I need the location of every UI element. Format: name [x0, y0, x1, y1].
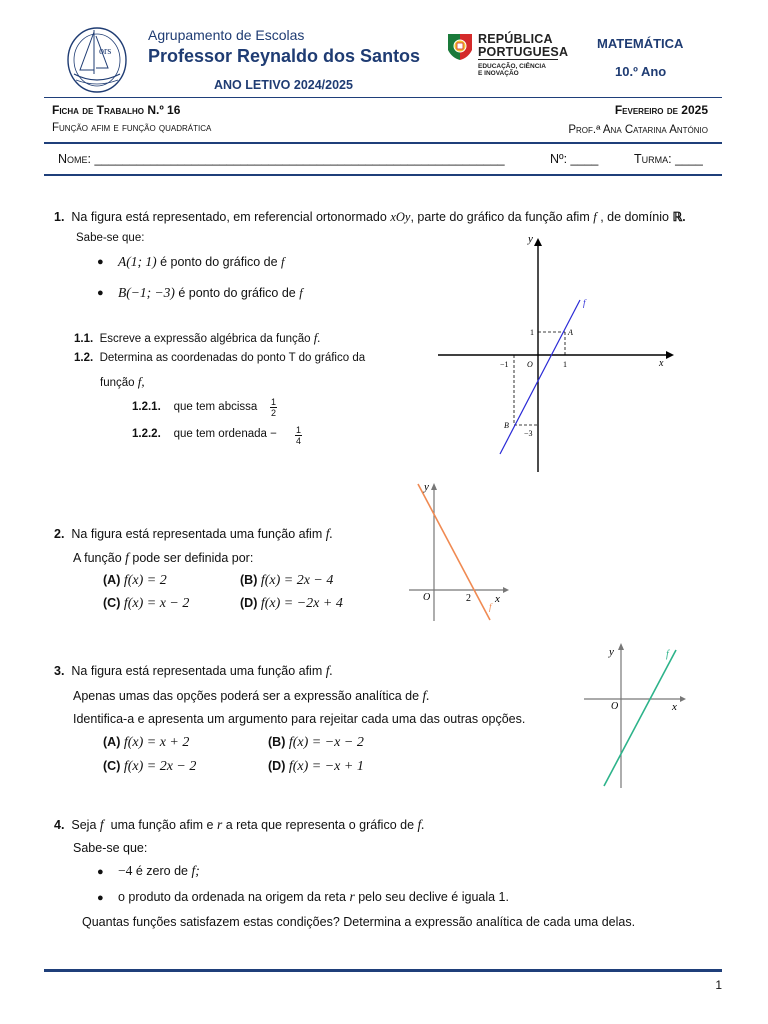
q1-point-b: B(−1; −3)	[118, 285, 175, 300]
q1-tick-m1: −1	[500, 360, 509, 369]
q2-option-a-expr: f(x) = 2	[123, 573, 167, 588]
q2-option-c-label: (C)	[103, 596, 121, 610]
q2-f2: f	[125, 550, 129, 565]
q2-text2b: pode ser definida por:	[132, 551, 254, 565]
q1-2-1-text: que tem abcissa	[173, 401, 258, 413]
q4-b1	[118, 863, 200, 879]
q3-text3: Identifica-a e apresenta um argumento para rejeitar cada uma das outras opções.	[73, 712, 526, 726]
q4-bullet-1: ●	[97, 866, 104, 878]
q1-2-1-den: 2	[271, 408, 277, 418]
q4-b2-text2: pelo seu declive é iguala 1.	[358, 890, 509, 904]
q4-b2	[118, 889, 509, 905]
q4-t3: a reta que representa o gráfico de	[225, 818, 415, 832]
q1-2-1-num: 1	[271, 397, 277, 407]
q1-2-text: Determina as coordenadas do ponto T do gráfico da	[99, 352, 366, 364]
q4-f2: f.	[417, 817, 425, 832]
q1-label-f: f	[583, 298, 586, 308]
republic-divider	[478, 59, 558, 60]
school-year: ANO LETIVO 2024/2025	[214, 78, 353, 92]
q3-statement	[54, 663, 333, 679]
q1-xoy: xOy	[390, 210, 411, 224]
q1-b1-f: f	[281, 255, 285, 269]
class-field: Turma: ____	[634, 152, 703, 166]
q4-b1-f: f;	[191, 863, 200, 878]
q3-text2: Apenas umas das opções poderá ser a expressão analítica de	[73, 689, 420, 703]
header-divider	[44, 97, 722, 98]
q1-2-1-number: 1.2.1.	[132, 401, 161, 413]
q1-1	[74, 330, 321, 346]
q2-text2: A função	[73, 551, 122, 565]
grade: 10.º Ano	[615, 64, 667, 79]
q4-f: f	[99, 817, 104, 832]
q2-tick-2: 2	[466, 593, 471, 604]
q1-b1	[118, 254, 285, 270]
republic-line1: REPÚBLICA	[478, 32, 553, 46]
q1-graph	[430, 228, 675, 476]
q2-option-d-expr: f(x) = −2x + 4	[260, 596, 343, 611]
q3-option-a[interactable]	[103, 735, 189, 751]
q1-2-line2	[100, 374, 145, 390]
q2-statement	[54, 526, 333, 542]
q1-point-a: A(1; 1)	[118, 254, 157, 269]
q3-number: 3.	[54, 664, 65, 678]
q3-f: f.	[325, 663, 333, 678]
q1-2-number: 1.2.	[74, 352, 94, 364]
q1-label-b: B	[504, 421, 509, 430]
q4-r: r	[216, 817, 223, 832]
q3-statement2	[73, 688, 430, 704]
q3-option-c-label: (C)	[103, 759, 121, 773]
q1-2-2-den: 4	[296, 436, 302, 446]
q2-label-o: O	[423, 592, 431, 603]
q3-option-d-expr: f(x) = −x + 1	[288, 759, 364, 774]
q3-graph	[580, 640, 690, 790]
q1-number: 1.	[54, 210, 65, 224]
q3-label-x: x	[672, 701, 677, 713]
q3-option-b-expr: f(x) = −x − 2	[288, 735, 364, 750]
footer-divider	[44, 969, 722, 972]
q3-text: Na figura está representada uma função afim	[71, 664, 323, 678]
q1-function-line	[500, 300, 580, 454]
q2-option-a[interactable]	[103, 573, 167, 589]
number-field: Nº: ____	[550, 152, 599, 166]
q2-statement2	[73, 550, 253, 566]
q1-label-a: A	[568, 328, 573, 337]
q4-statement	[54, 817, 425, 833]
q4-final: Quantas funções satisfazem estas condições? Determina a expressão analítica de cada uma delas.	[82, 915, 636, 929]
q1-text-b: , parte do gráfico da função afim	[410, 210, 590, 224]
q3-option-c[interactable]	[103, 759, 196, 775]
q1-b2-f: f	[299, 286, 303, 300]
subject: MATEMÁTICA	[597, 36, 684, 51]
q1-text-c: , de domínio	[600, 210, 669, 224]
q4-b2-text: o produto da ordenada na origem da reta	[118, 890, 346, 904]
q1-1-text: Escreve a expressão algébrica da função	[99, 333, 311, 345]
q3-option-c-expr: f(x) = 2x − 2	[123, 759, 197, 774]
q1-2	[74, 352, 365, 364]
page-number: 1	[715, 978, 722, 992]
q3-f2: f.	[422, 688, 430, 703]
q1-2-f: f,	[137, 374, 145, 389]
q3-x-arrow	[680, 696, 686, 702]
q4-bullet-2: ●	[97, 892, 104, 904]
q1-2-text2: função	[100, 377, 135, 389]
q1-tick-1x: 1	[563, 360, 567, 369]
q1-label-y: y	[528, 233, 533, 245]
q1-1-number: 1.1.	[74, 333, 94, 345]
teacher: Prof.ª Ana Catarina António	[568, 124, 708, 136]
q1-b2-text: é ponto do gráfico de	[178, 286, 296, 300]
q1-known: Sabe-se que:	[76, 232, 145, 244]
sheet-topic: Função afim e função quadrática	[52, 122, 212, 134]
q3-option-d[interactable]	[268, 759, 364, 775]
q2-y-arrow	[431, 483, 437, 490]
school-line1: Agrupamento de Escolas	[148, 27, 305, 43]
q1-b2	[118, 285, 303, 301]
q3-y-arrow	[618, 643, 624, 650]
q1-2-1	[132, 401, 257, 413]
q3-option-a-label: (A)	[103, 735, 121, 749]
q2-label-y: y	[424, 481, 429, 493]
sheet-date: Fevereiro de 2025	[614, 103, 708, 117]
q3-option-a-expr: f(x) = x + 2	[123, 735, 190, 750]
q2-option-a-label: (A)	[103, 573, 121, 587]
q1-x-arrow	[666, 351, 674, 359]
q4-b2-r: r	[349, 889, 355, 904]
q1-bullet-2: ●	[97, 287, 104, 299]
q1-2-2-number: 1.2.2.	[132, 428, 161, 440]
q1-f: f	[593, 210, 597, 224]
q4-known: Sabe-se que:	[73, 841, 148, 855]
ministry: EDUCAÇÃO, CIÊNCIA E INOVAÇÃO	[478, 63, 546, 77]
school-logo	[66, 24, 128, 94]
q1-1-f: f.	[313, 330, 321, 345]
name-row-bottom-border	[44, 174, 722, 176]
q2-number: 2.	[54, 527, 65, 541]
q2-text: Na figura está representada uma função afim	[71, 527, 323, 541]
q1-2-2-num: 1	[296, 425, 302, 435]
q2-option-d-label: (D)	[240, 596, 258, 610]
logo-letters: ors	[99, 46, 112, 57]
q3-label-f: f	[666, 649, 669, 660]
q2-option-b-expr: f(x) = 2x − 4	[260, 573, 334, 588]
q1-label-x: x	[659, 358, 664, 369]
q1-2-1-fraction	[270, 397, 277, 418]
q2-option-b[interactable]	[240, 573, 333, 589]
name-row-top-border	[44, 142, 722, 144]
q2-label-f: f	[489, 602, 492, 612]
sheet-title: Ficha de Trabalho N.º 16	[52, 103, 181, 117]
q2-x-arrow	[503, 587, 509, 593]
q3-label-o: O	[611, 701, 619, 712]
q1-text-a: Na figura está representado, em referencial ortonormado	[71, 210, 387, 224]
q1-bullet-1: ●	[97, 256, 104, 268]
q1-statement	[54, 209, 686, 225]
q3-option-b-label: (B)	[268, 735, 286, 749]
q2-f: f.	[325, 526, 333, 541]
q2-option-b-label: (B)	[240, 573, 258, 587]
q1-2-2	[132, 428, 277, 440]
q1-b1-text: é ponto do gráfico de	[160, 255, 278, 269]
school-name: Professor Reynaldo dos Santos	[148, 46, 421, 66]
republic-emblem-icon	[446, 30, 474, 64]
q3-label-y: y	[609, 646, 614, 658]
q2-option-c-expr: f(x) = x − 2	[123, 596, 190, 611]
q3-function-line	[604, 650, 676, 786]
q1-2-2-fraction	[295, 425, 302, 446]
q1-y-arrow	[534, 238, 542, 246]
name-field: Nome: ___________________________________________________________	[58, 152, 505, 166]
q2-option-d[interactable]	[240, 596, 343, 612]
q2-option-c[interactable]	[103, 596, 189, 612]
q1-2-2-text: que tem ordenada −	[173, 428, 277, 440]
q3-option-b[interactable]	[268, 735, 364, 751]
q3-option-d-label: (D)	[268, 759, 286, 773]
q4-b1-text: é zero de	[135, 864, 188, 878]
q1-domain: ℝ.	[672, 210, 686, 224]
republic-line2: PORTUGUESA	[478, 45, 569, 59]
q4-number: 4.	[54, 818, 65, 832]
q1-label-o: O	[527, 360, 533, 369]
q4-t1: Seja	[71, 818, 97, 832]
q4-zero: −4	[118, 863, 133, 878]
q1-tick-1y: 1	[530, 328, 534, 337]
q2-graph	[405, 478, 515, 623]
q1-tick-m3: −3	[524, 429, 533, 438]
q2-label-x: x	[495, 593, 500, 605]
q4-t2: uma função afim e	[110, 818, 214, 832]
